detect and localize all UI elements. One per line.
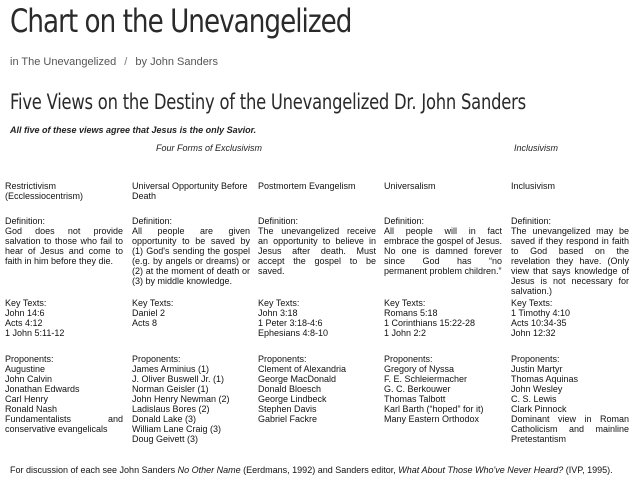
proponents-cell xyxy=(258,354,376,424)
key-text: 1 Corinthians 15:22-28 xyxy=(384,318,476,328)
key-texts-label: Key Texts: xyxy=(5,298,47,308)
key-texts-label: Key Texts: xyxy=(132,298,174,308)
proponent: Donald Lake (3) xyxy=(132,414,197,424)
proponent: George Lindbeck xyxy=(258,394,327,404)
proponents-cell xyxy=(511,354,629,444)
view-name xyxy=(5,181,123,201)
group-label-exclusivism: Four Forms of Exclusivism xyxy=(156,143,263,153)
proponent: Stephen Davis xyxy=(258,404,317,414)
key-text: 1 Timothy 4:10 xyxy=(511,308,571,318)
proponents-cell xyxy=(132,354,250,444)
key-text: 1 Peter 3:18-4:6 xyxy=(258,318,323,328)
view-name xyxy=(384,181,502,191)
proponent: Gabriel Fackre xyxy=(258,414,318,424)
proponent: Clement of Alexandria xyxy=(258,364,347,374)
view-name-line: Universal Opportunity Before Death xyxy=(132,181,248,201)
view-name-line: Inclusivism xyxy=(511,181,556,191)
key-texts-cell xyxy=(5,298,123,338)
footer-lead: For discussion of each see John Sanders xyxy=(10,465,176,475)
key-texts-cell xyxy=(258,298,376,338)
proponent: Thomas Talbott xyxy=(384,394,446,404)
group-label-inclusivism: Inclusivism xyxy=(514,143,559,153)
key-text: 1 John 2:2 xyxy=(384,328,427,338)
view-name-line: Restrictivism xyxy=(5,181,56,191)
proponents-cell xyxy=(384,354,502,424)
definition-text: The unevangelized may be saved if they respond in faith to God based on the revelation they have. (Only view that says knowledge of Jesus is not necessary for salvation.) xyxy=(511,226,629,296)
author-prefix: by xyxy=(135,56,148,68)
category-link[interactable]: The Unevangelized xyxy=(21,56,117,68)
view-name-line: Postmortem Evangelism xyxy=(258,181,356,191)
proponent: William Lane Craig (3) xyxy=(132,424,222,434)
proponent: Augustine xyxy=(5,364,46,374)
proponent: Ladislaus Bores (2) xyxy=(132,404,210,414)
proponents-label: Proponents: xyxy=(384,354,433,364)
key-text: Daniel 2 xyxy=(132,308,166,318)
definition-label: Definition: xyxy=(5,216,46,226)
definition-cell xyxy=(132,216,250,286)
footer-book-1: No Other Name xyxy=(177,465,241,475)
view-name xyxy=(258,181,376,191)
definition-text: The unevangelized receive an opportunity to believe in Jesus after death. Must accept the gospel to be saved. xyxy=(258,226,376,276)
proponent: F. E. Schleiermacher xyxy=(384,374,468,384)
key-texts-label: Key Texts: xyxy=(258,298,300,308)
category-prefix: in xyxy=(10,56,19,68)
key-text: John 14:6 xyxy=(5,308,45,318)
key-text: Acts 4:12 xyxy=(5,318,43,328)
proponent: Ronald Nash xyxy=(5,404,58,414)
key-text: Romans 5:18 xyxy=(384,308,438,318)
proponent: G. C. Berkouwer xyxy=(384,384,451,394)
key-text: Acts 8 xyxy=(132,318,158,328)
footer-book-2: What About Those Who've Never Heard? xyxy=(398,465,564,475)
view-name xyxy=(511,181,629,191)
key-text: Ephesians 4:8-10 xyxy=(258,328,329,338)
key-texts-label: Key Texts: xyxy=(511,298,553,308)
definition-label: Definition: xyxy=(132,216,173,226)
definition-label: Definition: xyxy=(511,216,552,226)
proponent: Carl Henry xyxy=(5,394,49,404)
view-name xyxy=(132,181,250,201)
proponents-label: Proponents: xyxy=(132,354,181,364)
author-link[interactable]: John Sanders xyxy=(150,56,218,68)
definition-label: Definition: xyxy=(384,216,425,226)
proponents-label: Proponents: xyxy=(258,354,307,364)
proponent: James Arminius (1) xyxy=(132,364,210,374)
definition-text: God does not provide salvation to those who fail to hear of Jesus and come to faith in him before they die. xyxy=(5,226,123,266)
proponent: Norman Geisler (1) xyxy=(132,384,209,394)
proponent: John Henry Newman (2) xyxy=(132,394,230,404)
key-text: John 3:18 xyxy=(258,308,298,318)
definition-label: Definition: xyxy=(258,216,299,226)
key-texts-label: Key Texts: xyxy=(384,298,426,308)
key-text: John 12:32 xyxy=(511,328,556,338)
proponent: John Wesley xyxy=(511,384,563,394)
proponent: Thomas Aquinas xyxy=(511,374,579,384)
proponents-cell xyxy=(5,354,123,434)
proponent: C. S. Lewis xyxy=(511,394,557,404)
key-texts-cell xyxy=(132,298,250,328)
proponent: J. Oliver Buswell Jr. (1) xyxy=(132,374,225,384)
proponent: Doug Geivett (3) xyxy=(132,434,199,444)
proponent: Fundamentalists and conservative evangelicals xyxy=(5,414,123,434)
footer-tail: (IVP, 1995). xyxy=(565,465,613,475)
meta-separator: / xyxy=(124,56,128,68)
key-texts-cell xyxy=(384,298,502,338)
page-title: Chart on the Unevangelized xyxy=(10,2,352,40)
chart-heading: Five Views on the Destiny of the Unevangelized Dr. John Sanders xyxy=(10,90,526,114)
proponents-label: Proponents: xyxy=(511,354,560,364)
key-texts-cell xyxy=(511,298,629,338)
definition-cell xyxy=(258,216,376,276)
proponent: Dominant view in Roman Catholicism and mainline Pretestantism xyxy=(511,414,629,444)
proponent: Gregory of Nyssa xyxy=(384,364,455,374)
definition-text: All people will in fact embrace the gospel of Jesus. No one is damned forever since God has “no permanent problem children.” xyxy=(384,226,502,276)
definition-cell xyxy=(5,216,123,266)
footer-mid: (Eerdmans, 1992) and Sanders editor, xyxy=(243,465,396,475)
key-text: 1 John 5:11-12 xyxy=(5,328,65,338)
footer-citation xyxy=(10,465,613,475)
proponent: George MacDonald xyxy=(258,374,337,384)
key-text: Acts 10:34-35 xyxy=(511,318,567,328)
proponent: Jonathan Edwards xyxy=(5,384,80,394)
view-name-line: Universalism xyxy=(384,181,436,191)
proponent: Clark Pinnock xyxy=(511,404,567,414)
proponent: John Calvin xyxy=(5,374,53,384)
proponent: Justin Martyr xyxy=(511,364,563,374)
definition-cell xyxy=(384,216,502,276)
definition-cell xyxy=(511,216,629,296)
chart-note: All five of these views agree that Jesus is the only Savior. xyxy=(10,125,257,135)
proponent: Many Eastern Orthodox xyxy=(384,414,480,424)
definition-text: All people are given opportunity to be saved by (1) God's sending the gospel (e.g. by angels or dreams) or (2) at the moment of death or (3) by middle knowledge. xyxy=(132,226,250,286)
proponents-label: Proponents: xyxy=(5,354,54,364)
proponent: Donald Bloesch xyxy=(258,384,322,394)
proponent: Karl Barth (“hoped” for it) xyxy=(384,404,484,414)
view-name-line: (Ecclessiocentrism) xyxy=(5,191,84,201)
